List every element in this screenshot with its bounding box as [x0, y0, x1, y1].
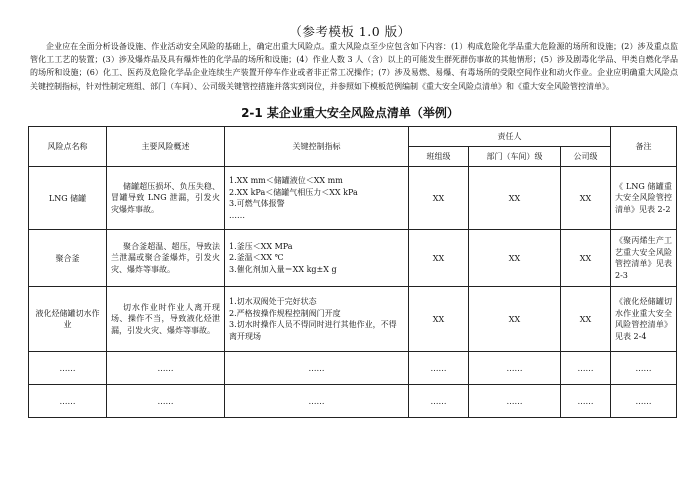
- risk-point-name: LNG 储罐: [29, 167, 107, 230]
- control-line: 2.严格按操作规程控制阀门开度: [229, 308, 341, 318]
- table-row: [29, 230, 677, 287]
- intro-paragraph: 企业应在全面分析设备设施、作业活动安全风险的基础上，确定出重大风险点。重大风险点至少应包含如下内容：(1）构成危险化学品重大危险源的场所和设施；(2）涉及重点监管化工工艺的装置；(3）涉及爆炸品及具有爆炸性的化学品的场所和设施；(4）作业人数 3 人（含）以上的可能发生群死群伤事故的其他情形；(5）涉及剧毒化学品、甲类自燃化学品的场所和设施；(6）化工、医药及危险化学品企业连续生产装置开停车作业或者非正常工况操作；(7）涉及易燃、易爆、有毒场所的受限空间作业和动火作业。企业应明确重大风险点关键控制指标，针对性制定班组、部门（车间）、公司级关键管控措施并落实到岗位，并参照如下模板范例编制《重大安全风险点清单》和《重大安全风险管控清单》。: [30, 42, 678, 91]
- risk-description: ……: [107, 352, 225, 385]
- table-row: [29, 287, 677, 352]
- control-line: 1.釜压＜XX MPa: [229, 241, 293, 251]
- header-risk-desc: 主要风险概述: [107, 127, 225, 167]
- dept-level-responsible: ……: [469, 352, 561, 385]
- dept-level-responsible: XX: [469, 230, 561, 287]
- header-dept: 部门（车间）级: [469, 147, 561, 167]
- table-title: 2-1 某企业重大安全风险点清单（举例）: [241, 106, 459, 120]
- risk-point-name: ……: [29, 385, 107, 418]
- remark-cell: ……: [611, 352, 677, 385]
- header-key-control: 关键控制指标: [225, 127, 409, 167]
- risk-description: 切水作业时作业人离开现场、操作不当，导致液化烃泄漏，引发火灾、爆炸等事故。: [107, 287, 225, 352]
- risk-point-table: [28, 126, 677, 418]
- control-line: 1.XX mm＜储罐液位＜XX mm: [229, 176, 343, 185]
- header-team: 班组级: [409, 147, 469, 167]
- team-level-responsible: XX: [409, 230, 469, 287]
- control-line: ……: [229, 210, 245, 220]
- table-row: [29, 385, 677, 418]
- risk-description: ……: [107, 385, 225, 418]
- header-company: 公司级: [561, 147, 611, 167]
- dept-level-responsible: XX: [469, 167, 561, 230]
- key-control-indicators: ……: [225, 352, 409, 385]
- control-line: 1.切水双阀处于完好状态: [229, 297, 317, 306]
- header-risk-point: 风险点名称: [29, 127, 107, 167]
- risk-point-name: 聚合釜: [29, 230, 107, 287]
- company-level-responsible: ……: [561, 385, 611, 418]
- control-line: 2.釜温＜XX ℃: [229, 253, 284, 263]
- header-row: [29, 127, 677, 147]
- company-level-responsible: XX: [561, 287, 611, 352]
- team-level-responsible: ……: [409, 385, 469, 418]
- remark-cell: 《聚丙烯生产工艺重大安全风险管控清单》见表 2-3: [611, 230, 677, 287]
- team-level-responsible: ……: [409, 352, 469, 385]
- remark-cell: ……: [611, 385, 677, 418]
- key-control-indicators: [225, 230, 409, 287]
- header-responsible: 责任人: [409, 127, 611, 147]
- company-level-responsible: XX: [561, 167, 611, 230]
- control-line: 3.催化剂加入量＝XX kg±X g: [229, 264, 337, 274]
- table-row: [29, 167, 677, 230]
- remark-cell: 《液化烃储罐切水作业重大安全风险管控清单》见表 2-4: [611, 287, 677, 352]
- company-level-responsible: XX: [561, 230, 611, 287]
- risk-description: 聚合釜超温、超压，导致法兰泄漏或聚合釜爆炸，引发火灾、爆炸等事故。: [107, 230, 225, 287]
- company-level-responsible: ……: [561, 352, 611, 385]
- team-level-responsible: XX: [409, 167, 469, 230]
- key-control-indicators: ……: [225, 385, 409, 418]
- team-level-responsible: XX: [409, 287, 469, 352]
- risk-description: 储罐超压损坏、负压失稳、冒罐导致 LNG 泄漏，引发火灾爆炸事故。: [107, 167, 225, 230]
- key-control-indicators: [225, 287, 409, 352]
- table-row: [29, 352, 677, 385]
- risk-point-name: ……: [29, 352, 107, 385]
- dept-level-responsible: ……: [469, 385, 561, 418]
- header-remark: 备注: [611, 127, 677, 167]
- key-control-indicators: [225, 167, 409, 230]
- control-line: 2.XX kPa＜储罐气相压力＜XX kPa: [229, 187, 358, 197]
- control-line: 3.可燃气体报警: [229, 199, 285, 208]
- risk-point-name: 液化烃储罐切水作业: [29, 287, 107, 352]
- control-line: 3.切水时操作人员不得同时进行其他作业，不得离开现场: [229, 320, 397, 341]
- remark-cell: 《 LNG 储罐重大安全风险管控清单》见表 2-2: [611, 167, 677, 230]
- version-title: （参考模板 1.0 版）: [289, 24, 411, 39]
- dept-level-responsible: XX: [469, 287, 561, 352]
